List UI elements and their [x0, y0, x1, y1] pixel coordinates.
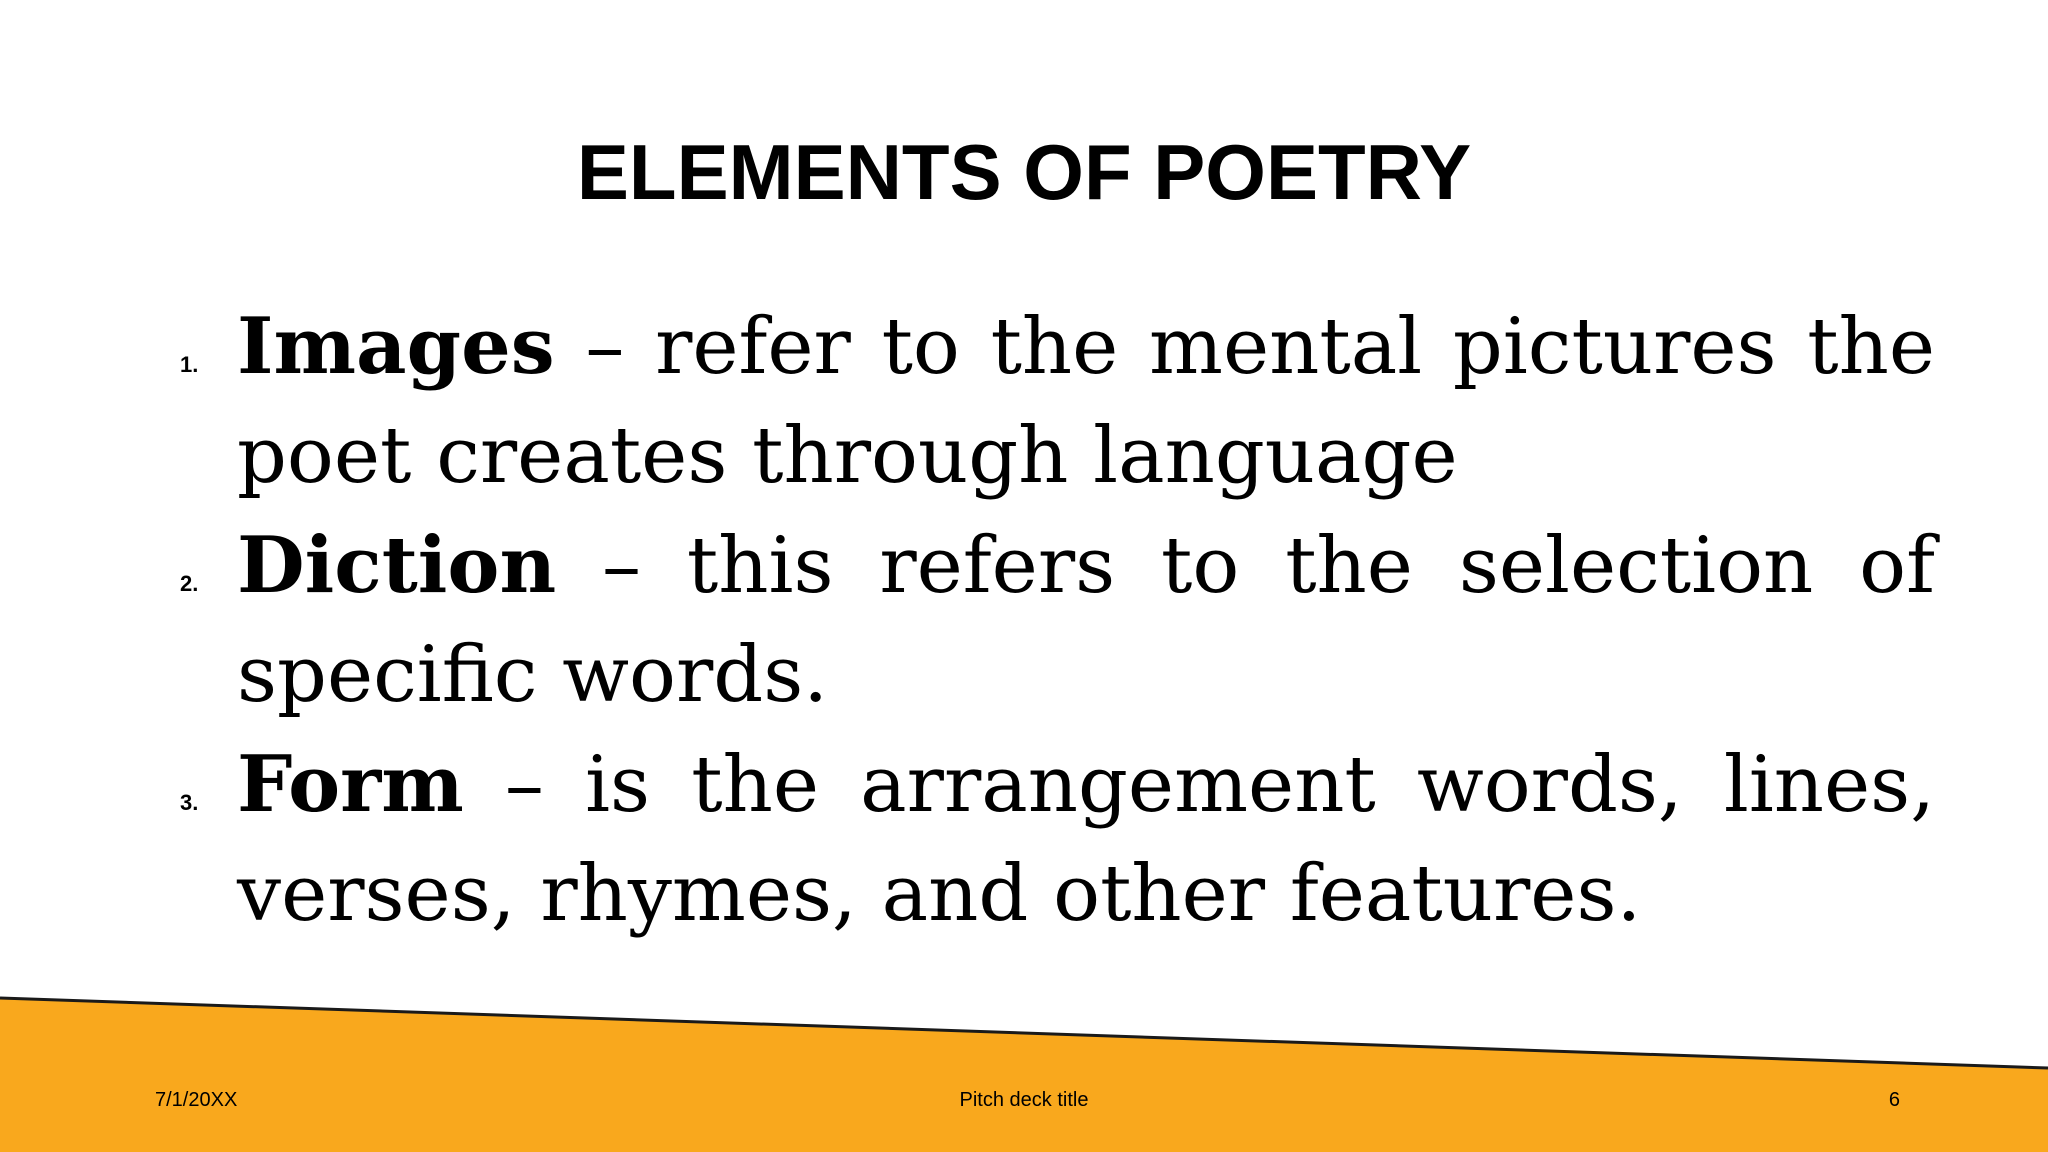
item-term: Form	[237, 739, 464, 830]
item-description: – is the arrangement words, lines, verses, rhymes, and other features.	[237, 740, 1935, 939]
slide-title: ELEMENTS OF POETRY	[576, 128, 1472, 216]
item-number: 3.	[180, 790, 199, 815]
item-description: – refer to the mental pictures the poet creates through language	[237, 302, 1935, 501]
footer-date: 7/1/20XX	[155, 1089, 238, 1111]
item-term: Diction	[237, 520, 557, 611]
item-term: Images	[237, 301, 555, 392]
item-number: 1.	[180, 352, 199, 377]
item-number: 2.	[180, 571, 199, 596]
item-description: – this refers to the selection of specific words.	[237, 521, 1935, 720]
footer-deck-title: Pitch deck title	[959, 1089, 1089, 1111]
footer-page-number: 6	[1888, 1089, 1900, 1111]
footer-band-fill	[0, 998, 2048, 1152]
